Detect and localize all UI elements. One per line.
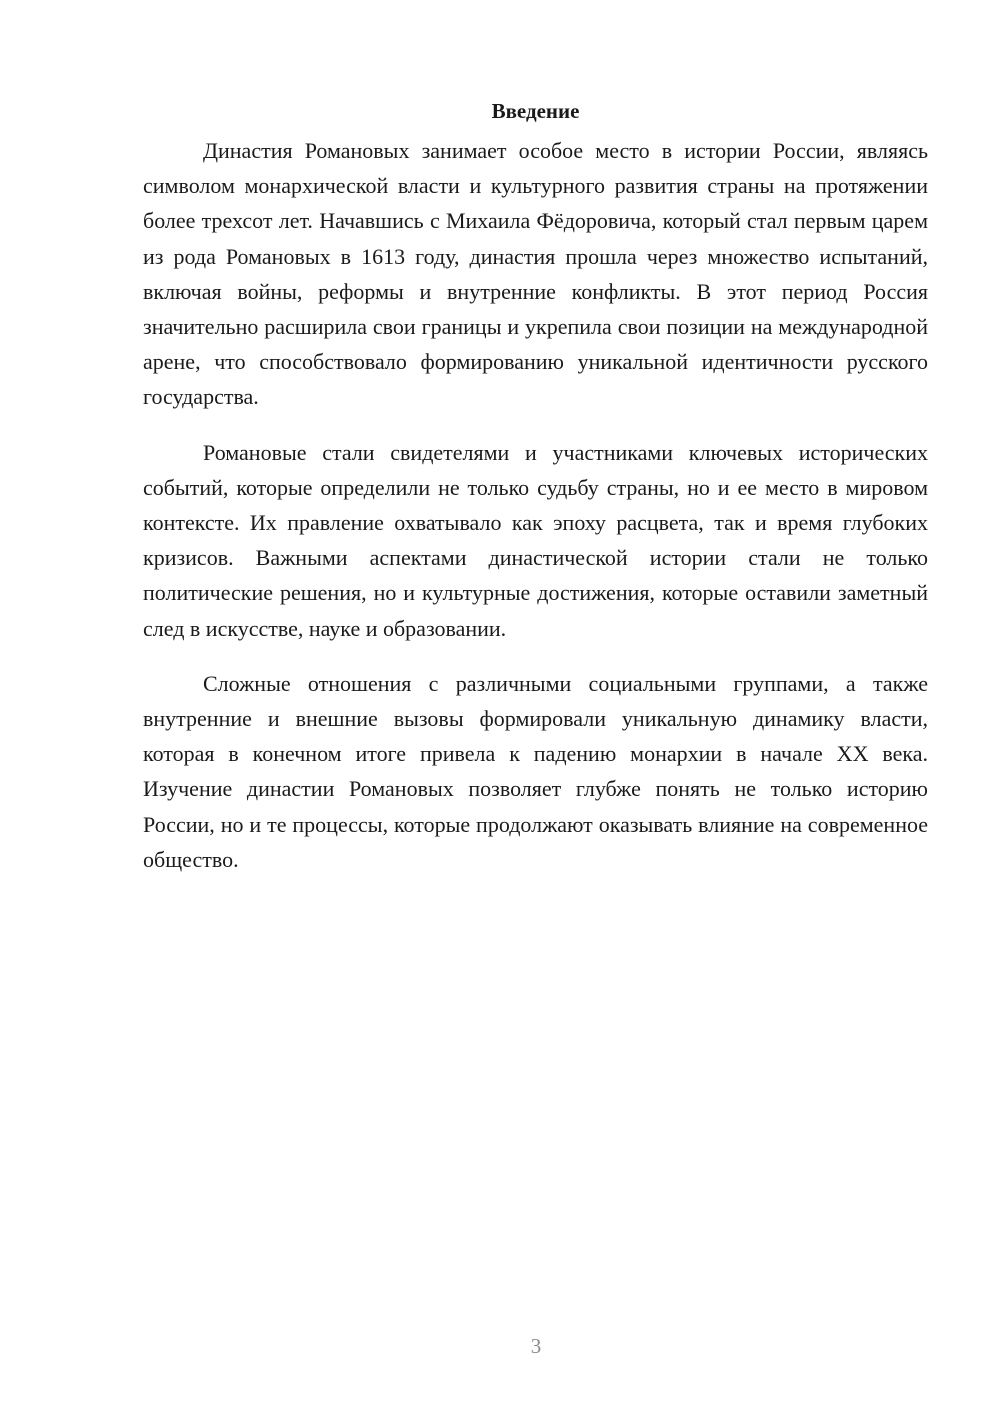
section-title: Введение <box>491 99 580 123</box>
paragraph-3: Сложные отношения с различными социальными группами, а также внутренние и внешние вызовы формировали уникальную динамику власти, которая в конечном итоге привела к падению монархии в начале XX века. Изучение династии Романовых позволяет глубже понять не только историю России, но и те процессы, которые продолжают оказывать влияние на современное общество. <box>143 670 928 872</box>
paragraph-1: Династия Романовых занимает особое место в истории России, являясь символом монархической власти и культурного развития страны на протяжении более трехсот лет. Начавшись с Михаила Фёдоровича, который стал первым царем из рода Романовых в 1613 году, династия прошла через множество испытаний, включая войны, реформы и внутренние конфликты. В этот период Россия значительно расширила свои границы и укрепила свои позиции на международной арене, что способствовало формированию уникальной идентичности русского государства. <box>143 138 928 410</box>
page-number: 3 <box>530 1334 542 1358</box>
page-content <box>143 96 928 897</box>
paragraph-2: Романовые стали свидетелями и участниками ключевых исторических событий, которые определили не только судьбу страны, но и ее место в мировом контексте. Их правление охватывало как эпоху расцвета, так и время глубоких кризисов. Важными аспектами династической истории стали не только политические решения, но и культурные достижения, которые оставили заметный след в искусстве, науке и образовании. <box>143 439 928 641</box>
